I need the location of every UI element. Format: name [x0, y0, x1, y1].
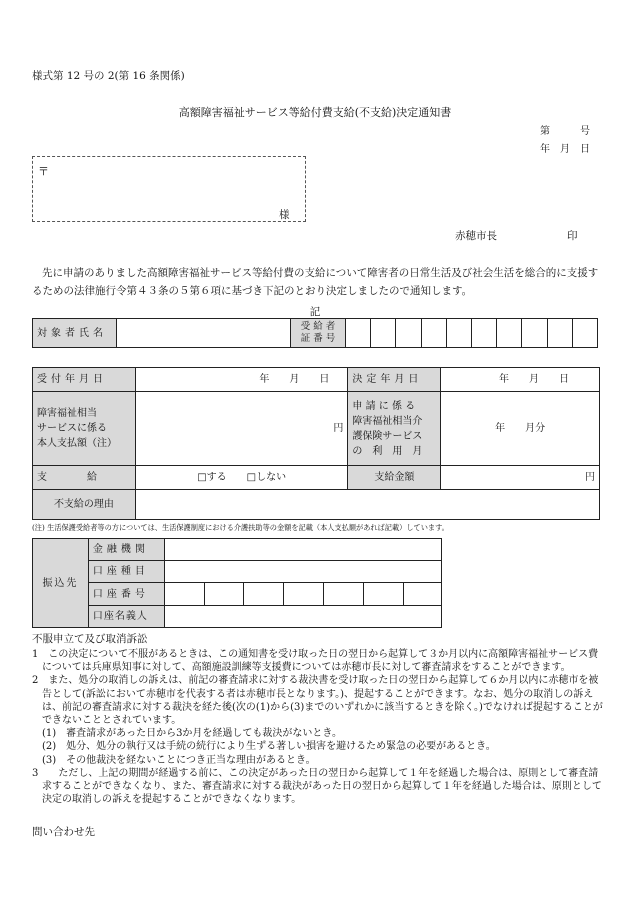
recipient-no-digit[interactable] [421, 319, 446, 348]
recipient-no-digit[interactable] [497, 319, 522, 348]
care-month-label [348, 392, 441, 466]
recipient-no-digit[interactable] [522, 319, 547, 348]
recipient-no-digit[interactable] [396, 319, 421, 348]
document-number: 第 号 [540, 126, 590, 137]
bank-name-label: 金融機関 [88, 539, 164, 561]
account-number-digit[interactable] [404, 583, 442, 606]
address-box [32, 156, 306, 222]
account-number-digit[interactable] [204, 583, 244, 606]
inquiry-label: 問い合わせ先 [32, 826, 95, 838]
decision-date-label: 決定年月日 [348, 368, 441, 392]
bank-section-label: 振込先 [33, 539, 89, 628]
appeal-section [32, 648, 604, 806]
notice-body: 先に申請のありました高額障害福祉サービス等給付費の支給について障害者の日常生活及び社会生活を総合的に支援するための法律施行令第４３条の５第６項に基づき下記のとおり決定しましたので通知します。 [32, 267, 599, 297]
bank-name-field[interactable] [164, 539, 441, 561]
appeal-paragraph-3: 3 ただし、上記の期間が経過する前に、この決定があった日の翌日から起算して１年を経過した場合は、原則として審査請求することができなくなり、また、審査請求に対する裁決があった日の翌日から起算して１年を経過した場合は、原則として決定の取消しの訴えを提起することができなくなります。 [32, 767, 602, 806]
appeal-paragraph-2: 2 また、処分の取消しの訴えは、前記の審査請求に対する裁決書を受け取った日の翌日から起算して６か月以内に赤穂市を被告として(訴訟において赤穂市を代表する者は赤穂市長となります。)、提起することができます。なお、処分の取消しの訴えは、前記の審査請求に対する裁決を経た後(次の(1)から(3)までのいずれかに該当するときを除く。)でなければ提起することができないこととされています。 [32, 675, 603, 727]
payment-label: 支 給 [33, 466, 136, 490]
recipient-no-digit[interactable] [346, 319, 371, 348]
form-number: 様式第 12 号の 2(第 16 条関係) [32, 70, 185, 82]
recipient-no-digit[interactable] [371, 319, 396, 348]
decision-date-value[interactable]: 年 月 日 [441, 368, 600, 392]
issuer-mayor: 赤穂市長 [455, 230, 497, 242]
appeal-item-3: (3) その他裁決を経ないことにつき正当な理由があるとき。 [42, 754, 316, 766]
recipient-no-label-line1: 受 給 者 [300, 321, 336, 332]
ki-mark: 記 [309, 306, 321, 318]
care-month-label-line2: 障害福祉相当介 [352, 415, 423, 427]
appeal-title: 不服申立て及び取消訴訟 [32, 633, 148, 645]
decision-table [32, 367, 600, 520]
account-type-label: 口座種目 [88, 561, 164, 583]
care-month-label-line3: 護保険サービス [352, 430, 423, 442]
payment-amount-field[interactable] [441, 466, 600, 490]
recipient-no-label [291, 319, 346, 348]
payment-amount-label: 支給金額 [348, 466, 441, 490]
account-number-digit[interactable] [244, 583, 284, 606]
document-title: 高額障害福祉サービス等給付費支給(不支給)決定通知書 [178, 106, 452, 119]
reception-date-label: 受付年月日 [33, 368, 136, 392]
recipient-no-digit[interactable] [572, 319, 597, 348]
account-number-digit[interactable] [324, 583, 364, 606]
self-pay-label-line3: 本人支払額（注） [37, 438, 117, 449]
self-pay-amount-field[interactable] [135, 392, 348, 466]
bank-table [32, 538, 442, 628]
recipient-no-label-line2: 証 番 号 [300, 333, 336, 344]
appeal-item-2: (2) 処分、処分の執行又は手続の続行により生ずる著しい損害を避けるため緊急の必要があるとき。 [42, 741, 496, 753]
honorific-sama: 様 [279, 209, 290, 221]
account-holder-label: 口座名義人 [88, 606, 164, 628]
subject-name-field[interactable] [117, 319, 291, 348]
care-month-value[interactable]: 年 月分 [441, 392, 600, 466]
recipient-no-digit[interactable] [471, 319, 496, 348]
non-payment-reason-field[interactable] [135, 490, 599, 520]
self-pay-unit: 円 [333, 423, 344, 434]
account-type-field[interactable] [164, 561, 441, 583]
appeal-item-1: (1) 審査請求があった日から3か月を経過しても裁決がないとき。 [42, 728, 343, 740]
appeal-paragraph-1: 1 この決定について不服があるときは、この通知書を受け取った日の翌日から起算して３か月以内に高額障害福祉サービス費については兵庫県知事に対して、高額施設訓練等支援費については赤穂市長に対して審査請求をすることができます。 [32, 649, 599, 674]
recipient-no-digit[interactable] [446, 319, 471, 348]
account-holder-field[interactable] [164, 606, 441, 628]
subject-table [32, 318, 598, 348]
recipient-no-digit[interactable] [547, 319, 572, 348]
account-number-digit[interactable] [364, 583, 404, 606]
self-pay-label [33, 392, 136, 466]
account-number-label: 口座番号 [88, 583, 164, 606]
seal-mark: 印 [567, 230, 578, 242]
care-month-label-line4: の 利 用 月 [352, 445, 423, 457]
self-pay-label-line2: サービスに係る [37, 423, 107, 434]
care-month-label-line1: 申 請 に 係 る [352, 400, 416, 412]
account-number-digit[interactable] [164, 583, 204, 606]
table-footnote: (注) 生活保護受給者等の方については、生活保護制度における介護扶助等の金額を記載（本人支払額があれば記載）しています。 [32, 523, 449, 532]
self-pay-label-line1: 障害福祉相当 [37, 408, 97, 419]
payment-amount-unit: 円 [585, 472, 595, 483]
account-number-digit[interactable] [284, 583, 324, 606]
subject-name-label: 対象者氏名 [33, 319, 117, 348]
postal-mark: 〒 [38, 165, 49, 178]
document-date: 年 月 日 [540, 144, 590, 155]
non-payment-reason-label: 不支給の理由 [33, 490, 136, 520]
reception-date-value[interactable]: 年 月 日 [135, 368, 348, 392]
payment-options[interactable]: □する □しない [135, 466, 348, 490]
